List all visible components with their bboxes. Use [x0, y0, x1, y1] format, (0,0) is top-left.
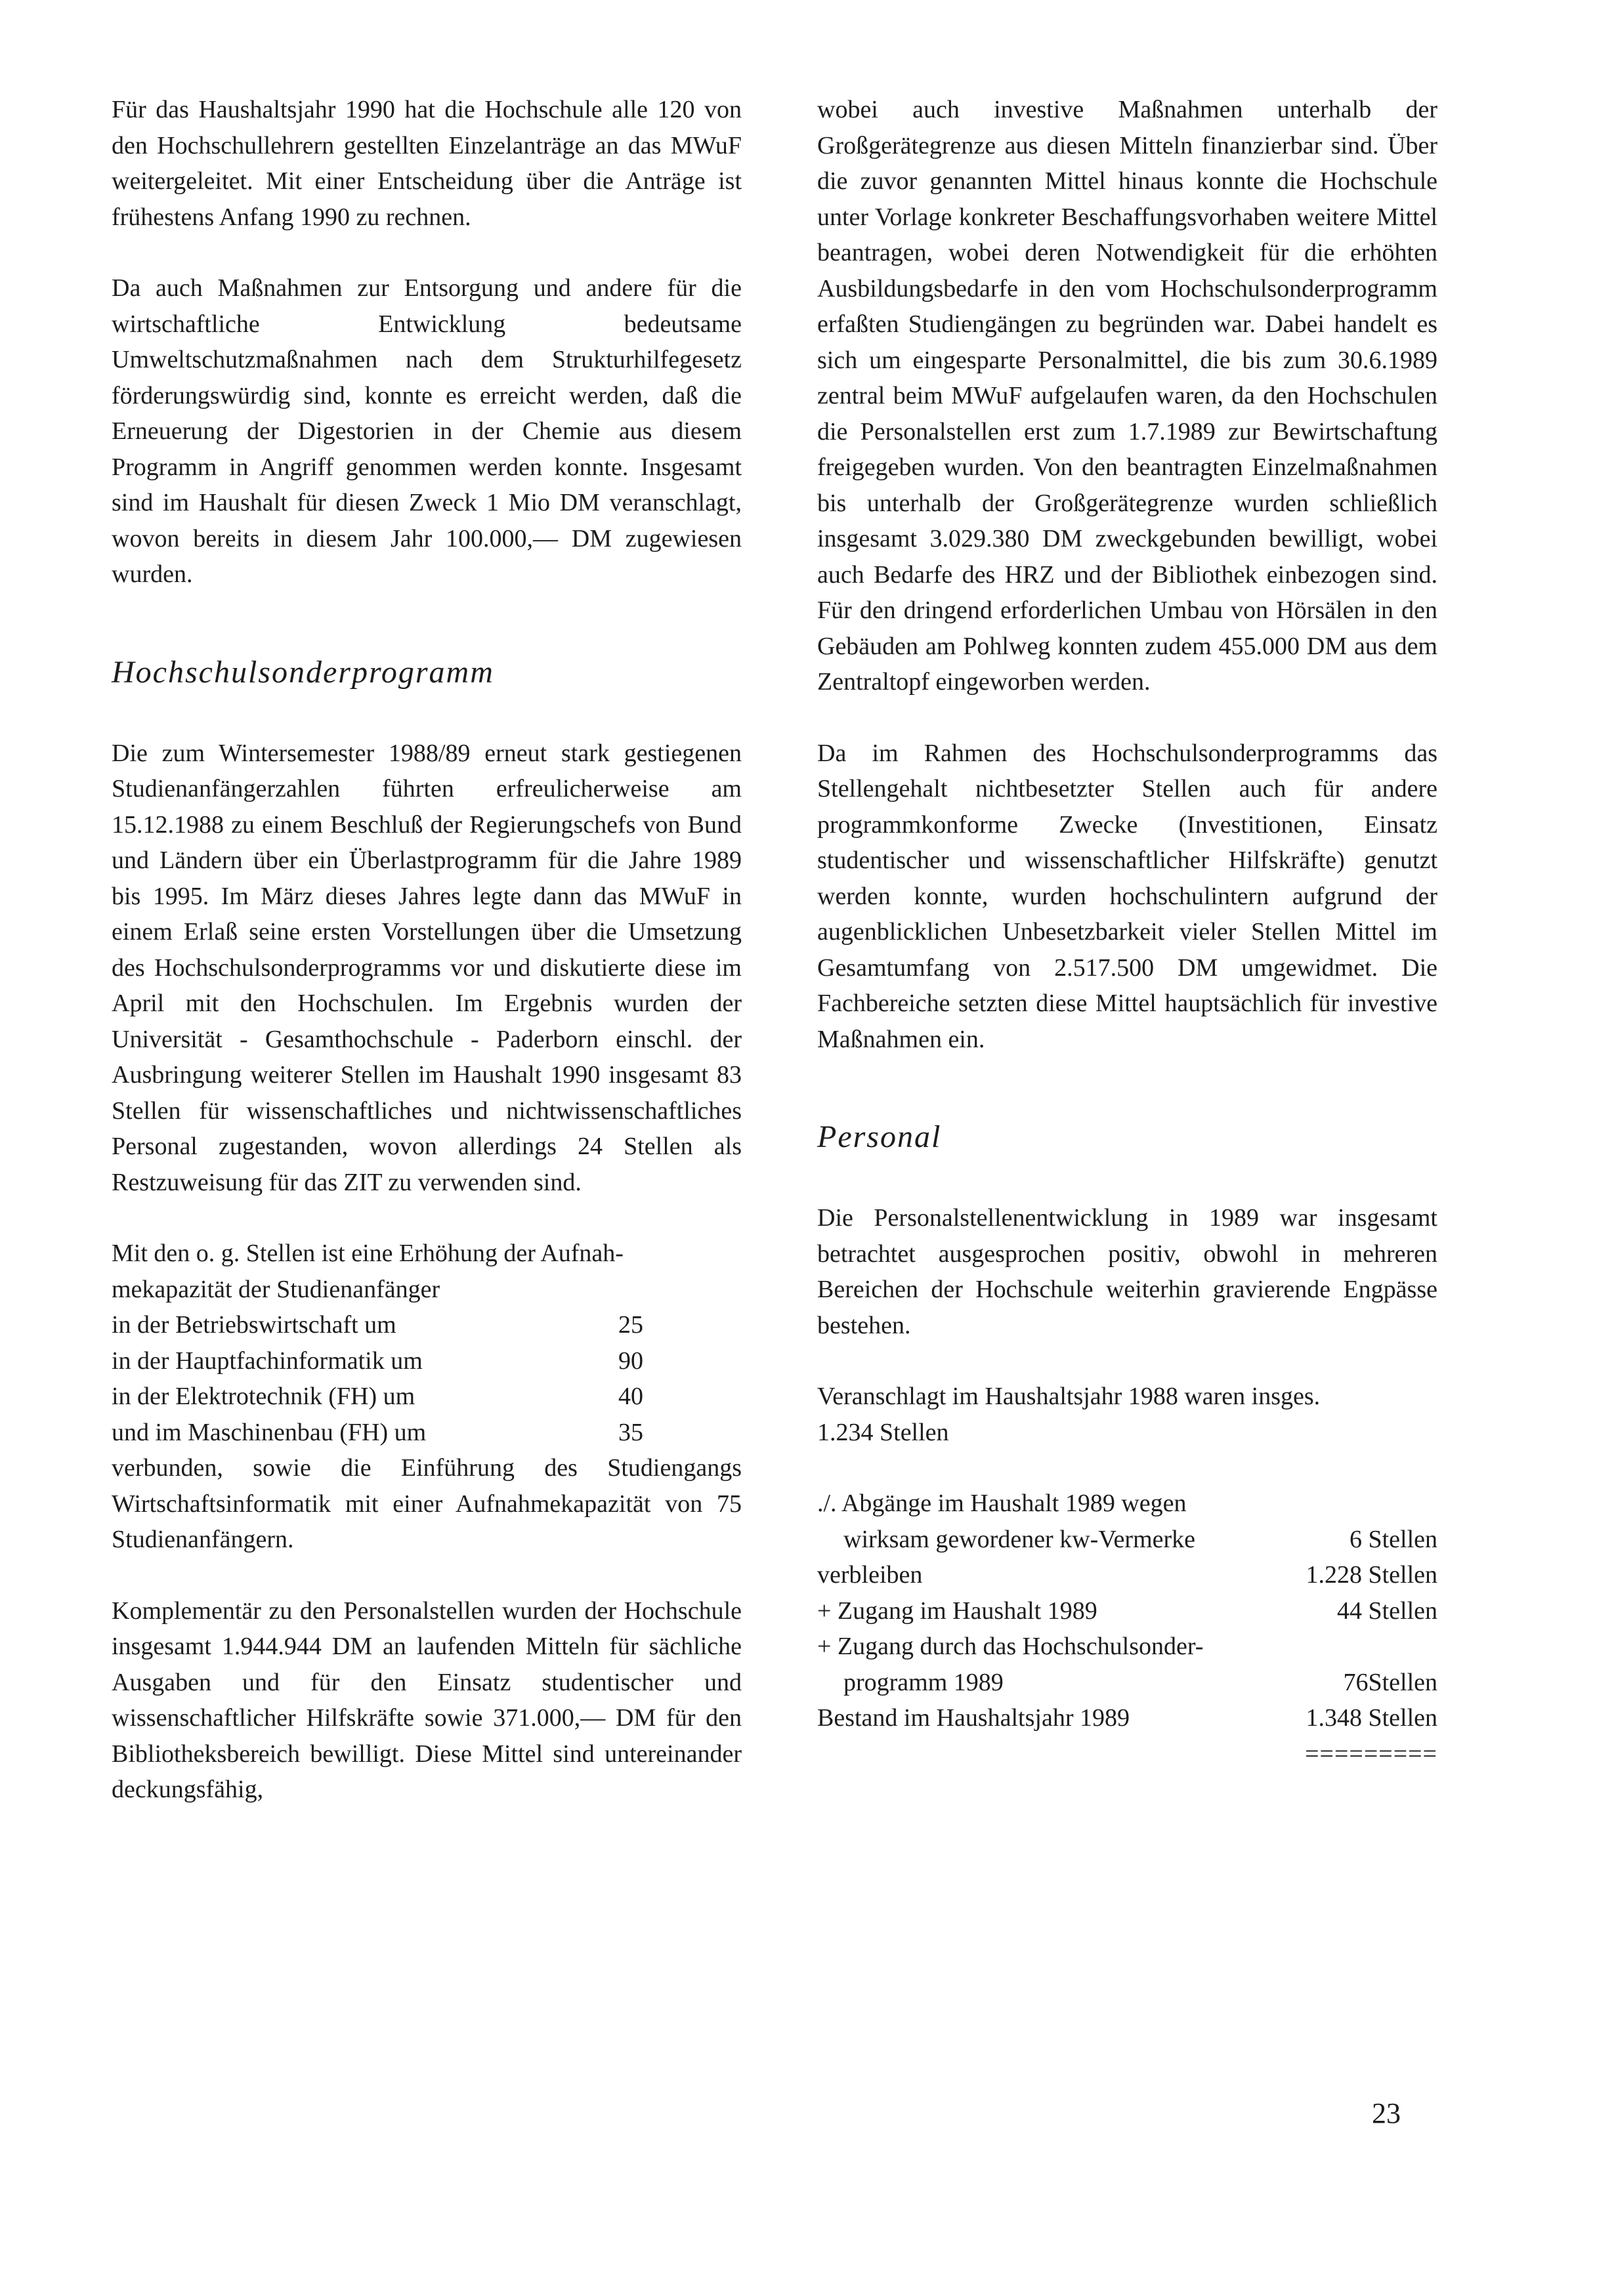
ledger-value: 44 Stellen	[1336, 1597, 1437, 1625]
capacity-row-value: 40	[618, 1383, 643, 1410]
ledger-label: + Zugang im Haushalt 1989	[817, 1597, 1097, 1625]
capacity-row-label: in der Hauptfachinformatik um	[112, 1346, 423, 1375]
ledger-label: ./. Abgänge im Haushalt 1989 wegen	[817, 1490, 1187, 1517]
capacity-outro: verbunden, sowie die Einführung des Studiengangs Wirtschaftsinformatik mit einer Aufnahmekapazität von 75 Studienanfängern.	[112, 1454, 742, 1553]
ledger-label: + Zugang durch das Hochschulsonder-	[817, 1633, 1204, 1660]
heading-hochschulsonderprogramm: Hochschulsonderprogramm	[112, 654, 494, 690]
ledger-row	[817, 1700, 1437, 1736]
capacity-row-label: und im Maschinenbau (FH) um	[112, 1418, 427, 1446]
paragraph-digestorien: Da auch Maßnahmen zur Entsorgung und andere für die wirtschaftliche Entwicklung bedeutsame Umweltschutzmaßnahmen nach dem Strukturhilfegesetz förderungswürdig sind, konnte es erreicht werden, daß die Erneuerung der Digestorien in der Chemie aus diesem Programm in Angriff genommen werden konnte. Insgesamt sind im Haushalt für diesen Zweck 1 Mio DM veranschlagt, wovon bereits in diesem Jahr 100.000,— DM zugewiesen wurden.	[112, 274, 742, 588]
capacity-row-value: 35	[618, 1418, 643, 1446]
page-number: 23	[1372, 2097, 1401, 2129]
paragraph-stellengehalt: Da im Rahmen des Hochschulsonderprogramms das Stellengehalt nichtbesetzter Stellen auch für andere programmkonforme Zwecke (Investitionen, Einsatz studentischer und wissenschaftlicher Hilfskräfte) genutzt werden konnte, wurden hochschulintern aufgrund der augenblicklichen Unbesetzbarkeit vieler Stellen Mittel im Gesamtumfang von 2.517.500 DM umgewidmet. Die Fachbereiche setzten diese Mittel hauptsächlich für investive Maßnahmen ein.	[817, 739, 1437, 1053]
ledger-label: verbleiben	[817, 1561, 923, 1589]
paragraph-aufnahmekapazitaet	[112, 1236, 742, 1558]
ledger-value: 1.348 Stellen	[1306, 1704, 1437, 1732]
capacity-row	[112, 1415, 742, 1451]
ledger-label: Bestand im Haushaltsjahr 1989	[817, 1704, 1130, 1732]
capacity-row	[112, 1343, 742, 1379]
ledger-value: 1.228 Stellen	[1306, 1561, 1437, 1589]
right-column	[817, 92, 1437, 1772]
capacity-intro-line-2: mekapazität der Studienanfänger	[112, 1275, 440, 1303]
ledger-row	[817, 1665, 1437, 1701]
ledger-double-rule: =========	[1305, 1740, 1437, 1768]
ledger-row	[817, 1593, 1437, 1629]
capacity-row-label: in der Betriebswirtschaft um	[112, 1311, 396, 1339]
ledger-row	[817, 1522, 1437, 1558]
ledger-label: programm 1989	[843, 1668, 1004, 1696]
heading-personal: Personal	[817, 1119, 942, 1154]
stellen-ledger	[817, 1486, 1437, 1772]
capacity-row-value: 90	[618, 1346, 643, 1375]
veranschlagt-line-1: Veranschlagt im Haushaltsjahr 1988 waren insges.	[817, 1383, 1321, 1410]
paragraph-studienanfaenger: Die zum Wintersemester 1988/89 erneut stark gestiegenen Studienanfängerzahlen führten erfreulicherweise am 15.12.1988 zu einem Beschluß der Regierungschefs von Bund und Ländern über ein Überlastprogramm für die Jahre 1989 bis 1995. Im März dieses Jahres legte dann das MWuF in einem Erlaß seine ersten Vorstellungen über die Umsetzung des Hochschulsonderprogramms vor und diskutierte diese im April mit den Hochschulen. Im Ergebnis wurden der Universität - Gesamthochschule - Paderborn einschl. der Ausbringung weiterer Stellen im Haushalt 1990 insgesamt 83 Stellen für wissenschaftliches und nichtwissenschaftliches Personal zugestanden, wovon allerdings 24 Stellen als Restzuweisung für das ZIT zu verwenden sind.	[112, 739, 742, 1196]
capacity-row	[112, 1379, 742, 1415]
ledger-row	[817, 1557, 1437, 1593]
ledger-value: 76Stellen	[1343, 1668, 1437, 1696]
paragraph-veranschlagt	[817, 1379, 1437, 1450]
capacity-row-value: 25	[618, 1311, 643, 1339]
capacity-intro-line-1: Mit den o. g. Stellen ist eine Erhöhung der Aufnah-	[112, 1240, 624, 1267]
ledger-value: 6 Stellen	[1349, 1525, 1437, 1553]
paragraph-komplementaer: Komplementär zu den Personalstellen wurden der Hochschule insgesamt 1.944.944 DM an laufenden Mitteln für sächliche Ausgaben und für den Einsatz studentischer und wissenschaftlicher Hilfskräfte sowie 371.000,— DM für den Bibliotheksbereich bewilligt. Diese Mittel sind untereinander deckungsfähig,	[112, 1597, 742, 1803]
paragraph-budget-1990: Für das Haushaltsjahr 1990 hat die Hochschule alle 120 von den Hochschullehrern gestellten Einzelanträge an das MWuF weitergeleitet. Mit einer Entscheidung über die Anträge ist frühestens Anfang 1990 zu rechnen.	[112, 96, 742, 231]
ledger-row	[817, 1486, 1437, 1522]
paragraph-investive-massnahmen: wobei auch investive Maßnahmen unterhalb der Großgerätegrenze aus diesen Mitteln finanzierbar sind. Über die zuvor genannten Mittel hinaus konnte die Hochschule unter Vorlage konkreter Beschaffungsvorhaben weitere Mittel beantragen, wobei deren Notwendigkeit für die erhöhten Ausbildungsbedarfe in den vom Hochschulsonderprogramm erfaßten Studiengängen zu begründen war. Dabei handelt es sich um eingesparte Personalmittel, die bis zum 30.6.1989 zentral beim MWuF aufgelaufen waren, da den Hochschulen die Personalstellen erst zum 1.7.1989 zur Bewirtschaftung freigegeben wurden. Von den beantragten Einzelmaßnahmen bis unterhalb der Großgerätegrenze wurden schließlich insgesamt 3.029.380 DM zweckgebunden bewilligt, wobei auch Bedarfe des HRZ und der Bibliothek einbezogen sind. Für den dringend erforderlichen Umbau von Hörsälen in den Gebäuden am Pohlweg konnten zudem 455.000 DM aus dem Zentraltopf eingeworben werden.	[817, 96, 1437, 696]
capacity-row-label: in der Elektrotechnik (FH) um	[112, 1383, 415, 1410]
veranschlagt-line-2: 1.234 Stellen	[817, 1418, 949, 1446]
paragraph-personalstellenentwicklung: Die Personalstellenentwicklung in 1989 war insgesamt betrachtet ausgesprochen positiv, obwohl in mehreren Bereichen der Hochschule weiterhin gravierende Engpässe bestehen.	[817, 1204, 1437, 1339]
left-column	[112, 92, 742, 1843]
ledger-row	[817, 1629, 1437, 1665]
ledger-label: wirksam gewordener kw-Vermerke	[843, 1525, 1196, 1553]
capacity-row	[112, 1307, 742, 1343]
